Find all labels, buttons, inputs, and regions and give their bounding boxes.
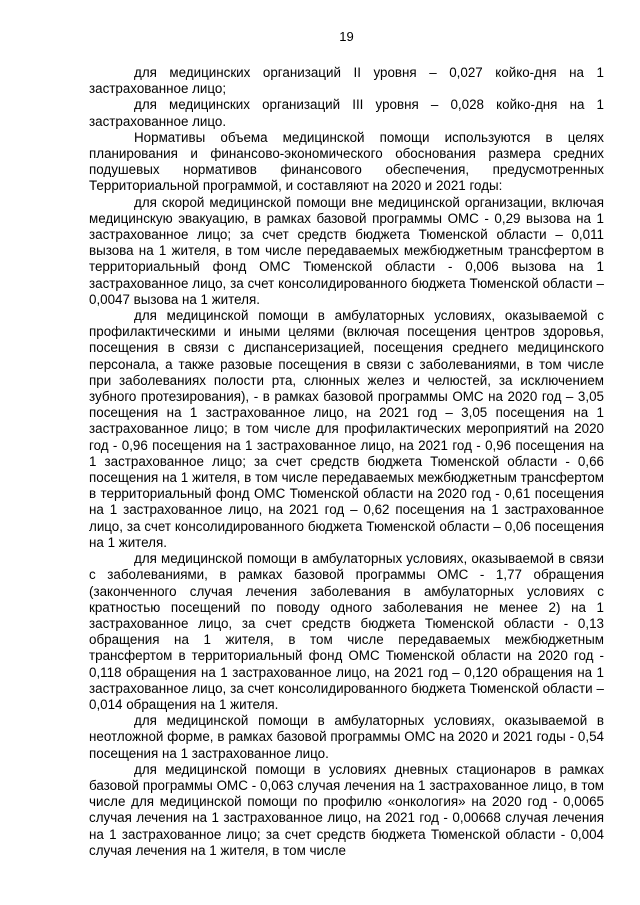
- paragraph-outpatient-disease: для медицинской помощи в амбулаторных условиях, оказываемой в связи с заболеваниями, в рамках базовой программы ОМС - 1,77 обращения (законченного случая лечения заболевания в амбулаторных условиях с кратностью посещений по поводу одного заболевания не менее 2) на 1 застрахованное лицо, за счет средств бюджета Тюменской области - 0,13 обращения на 1 жителя, в том числе передаваемых межбюджетным трансфертом в территориальный фонд ОМС Тюменской области на 2020 год - 0,118 обращения на 1 застрахованное лицо, на 2021 год – 0,120 обращения на 1 застрахованное лицо, за счет консолидированного бюджета Тюменской области – 0,014 обращения на 1 жителя.: [89, 551, 604, 712]
- paragraph-level-3-norm: для медицинских организаций III уровня – 0,028 койко-дня на 1 застрахованное лицо.: [89, 97, 604, 129]
- paragraph-outpatient-urgent: для медицинской помощи в амбулаторных условиях, оказываемой в неотложной форме, в рамках базовой программы ОМС на 2020 и 2021 годы - 0,54 посещения на 1 застрахованное лицо.: [89, 713, 604, 761]
- paragraph-outpatient-preventive: для медицинской помощи в амбулаторных условиях, оказываемой с профилактическими и иными целями (включая посещения центров здоровья, посещения в связи с диспансеризацией, посещения среднего медицинского персонала, а также разовые посещения в связи с заболеваниями, в том числе при заболеваниях полости рта, слюнных желез и челюстей, за исключением зубного протезирования), - в рамках базовой программы ОМС на 2020 год – 3,05 посещения на 1 застрахованное лицо, на 2021 год – 3,05 посещения на 1 застрахованное лицо; в том числе для профилактических мероприятий на 2020 год - 0,96 посещения на 1 застрахованное лицо, на 2021 год - 0,96 посещения на 1 застрахованное лицо; за счет средств бюджета Тюменской области - 0,66 посещения на 1 жителя, в том числе передаваемых межбюджетным трансфертом в территориальный фонд ОМС Тюменской области на 2020 год - 0,61 посещения на 1 застрахованное лицо, на 2021 год – 0,62 посещения на 1 застрахованное лицо, за счет консолидированного бюджета Тюменской области – 0,06 посещения на 1 жителя.: [89, 308, 604, 550]
- paragraph-emergency-care: для скорой медицинской помощи вне медицинской организации, включая медицинскую эвакуацию, в рамках базовой программы ОМС - 0,29 вызова на 1 застрахованное лицо; за счет средств бюджета Тюменской области – 0,011 вызова на 1 жителя, в том числе передаваемых межбюджетным трансфертом в территориальный фонд ОМС Тюменской области - 0,006 вызова на 1 застрахованное лицо, за счет консолидированного бюджета Тюменской области – 0,0047 вызова на 1 жителя.: [89, 194, 604, 307]
- paragraph-volume-norms-intro: Нормативы объема медицинской помощи используются в целях планирования и финансово-экономического обоснования размера средних подушевых нормативов финансового обеспечения, предусмотренных Территориальной программой, и составляют на 2020 и 2021 годы:: [89, 129, 604, 194]
- paragraph-day-hospital: для медицинской помощи в условиях дневных стационаров в рамках базовой программы ОМС - 0,063 случая лечения на 1 застрахованное лицо, в том числе для медицинской помощи по профилю «онкология» на 2020 год - 0,0065 случая лечения на 1 застрахованное лицо, на 2021 год - 0,00668 случая лечения на 1 застрахованное лицо; за счет средств бюджета Тюменской области - 0,004 случая лечения на 1 жителя, в том числе: [89, 761, 604, 858]
- page-number: 19: [339, 29, 354, 44]
- paragraph-level-2-norm: для медицинских организаций II уровня – 0,027 койко-дня на 1 застрахованное лицо;: [89, 65, 604, 97]
